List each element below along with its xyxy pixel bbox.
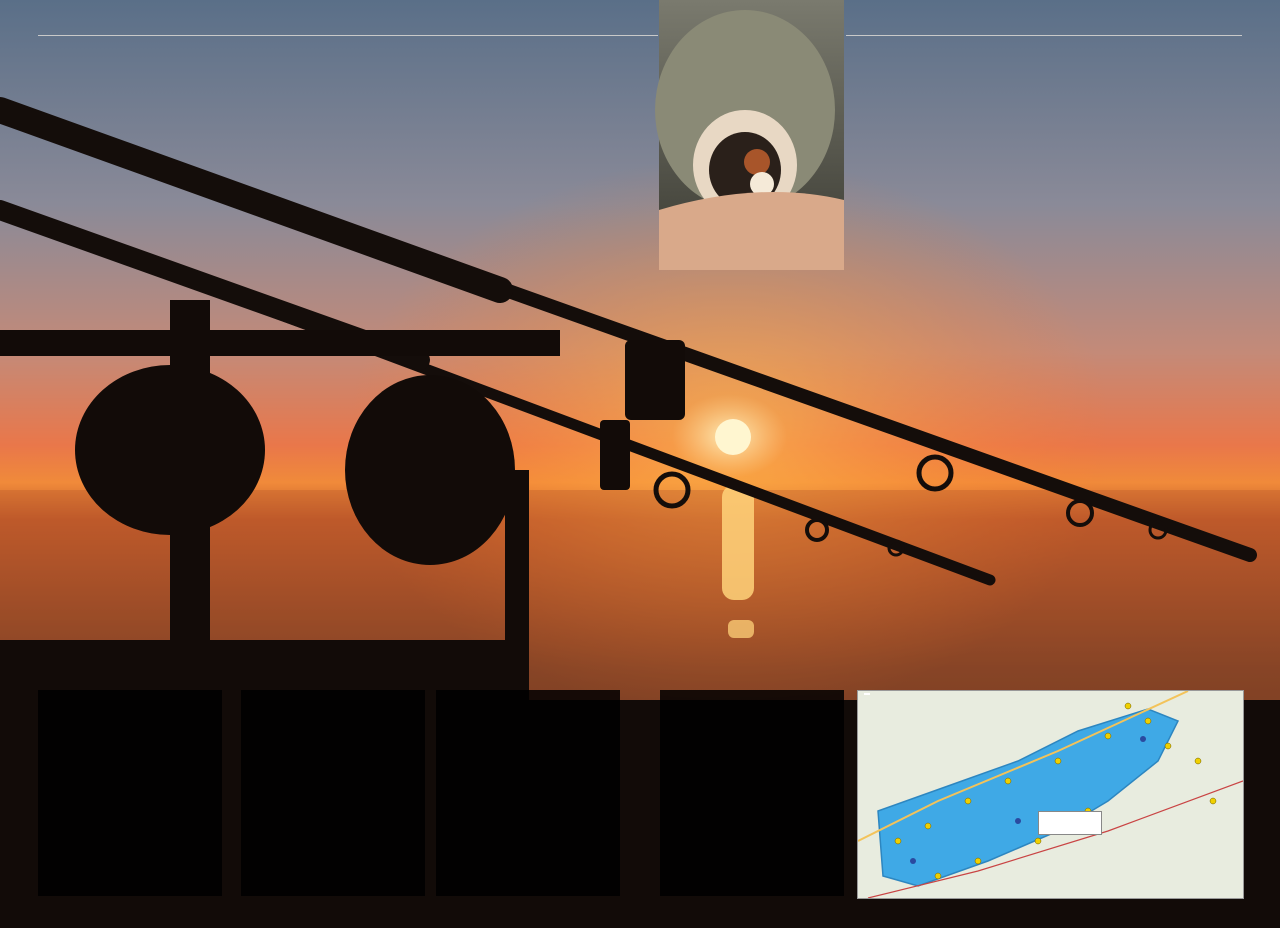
fishing-spots-map[interactable] [857, 690, 1244, 899]
text-column-1 [38, 690, 222, 896]
text-column-4 [660, 690, 844, 896]
text-column-2 [241, 690, 425, 896]
text-column-3 [436, 690, 620, 896]
map-type-tabs[interactable] [864, 693, 870, 695]
map-popup[interactable] [1038, 811, 1102, 835]
header-rule-left [38, 35, 658, 36]
header-rule-right [846, 35, 1242, 36]
map-graphic [858, 691, 1243, 898]
